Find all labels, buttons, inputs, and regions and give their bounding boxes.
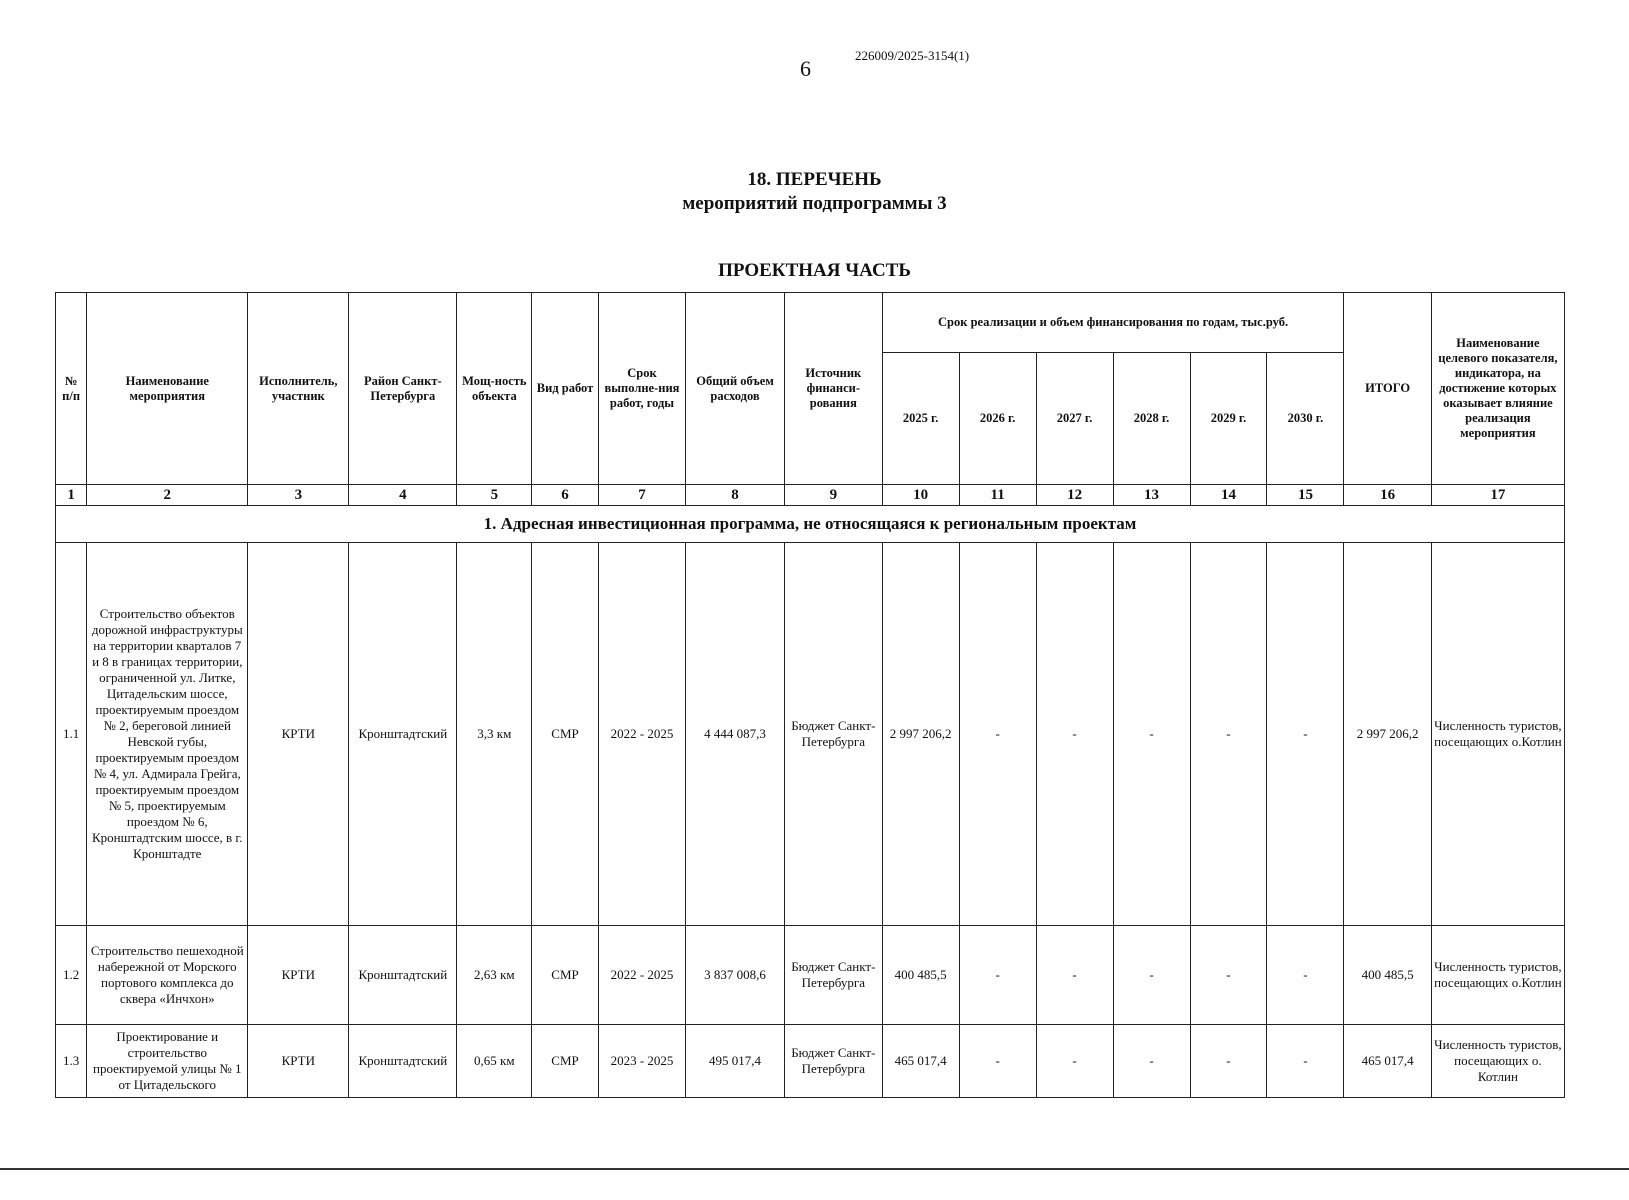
document-subtitle: мероприятий подпрограммы 3: [682, 193, 947, 214]
column-number: 11: [959, 485, 1036, 506]
page-bottom-border: [0, 1168, 1629, 1170]
column-number: 8: [686, 485, 785, 506]
row-num: 1.1: [56, 543, 87, 926]
table-row: [56, 926, 1565, 1025]
header-row-1: [56, 293, 1565, 353]
row-executor: КРТИ: [248, 926, 349, 1025]
row-district: Кронштадтский: [349, 543, 457, 926]
column-number: 16: [1344, 485, 1431, 506]
header-work-type: Вид работ: [532, 293, 599, 485]
title-block: [0, 168, 1629, 216]
column-number: 13: [1113, 485, 1190, 506]
row-total: 465 017,4: [1344, 1025, 1431, 1098]
row-source: Бюджет Санкт-Петербурга: [784, 1025, 882, 1098]
row-capacity: 3,3 км: [457, 543, 532, 926]
column-number: 12: [1036, 485, 1113, 506]
row-num: 1.2: [56, 926, 87, 1025]
header-funding-group: Срок реализации и объем финансирования по годам, тыс.руб.: [882, 293, 1344, 353]
row-name: Строительство пешеходной набережной от Морского портового комплекса до сквера «Инчхон»: [87, 926, 248, 1025]
row-name: Строительство объектов дорожной инфраструктуры на территории кварталов 7 и 8 в границах территории, ограниченной ул. Литке, Цитадельским шоссе, проектируемым проездом № 2, береговой линией Невской губы, проектируемым проездом № 4, ул. Адмирала Грейга, проектируемым проездом № 5, проектируемым проездом № 6, Кронштадтским шоссе, в г. Кронштадте: [87, 543, 248, 926]
row-executor: КРТИ: [248, 543, 349, 926]
page-number: 6: [800, 56, 811, 81]
table-row: [56, 543, 1565, 926]
row-district: Кронштадтский: [349, 926, 457, 1025]
column-number-row: [56, 485, 1565, 506]
row-indicator: Численность туристов, посещающих о. Котлин: [1431, 1025, 1564, 1098]
row-total: 2 997 206,2: [1344, 543, 1431, 926]
measures-table: [55, 292, 1565, 1098]
row-year-2029: -: [1190, 1025, 1267, 1098]
row-year-2027: -: [1036, 1025, 1113, 1098]
row-year-2030: -: [1267, 926, 1344, 1025]
row-year-2030: -: [1267, 543, 1344, 926]
row-work-type: СМР: [532, 1025, 599, 1098]
header-total-cost: Общий объем расходов: [686, 293, 785, 485]
column-number: 4: [349, 485, 457, 506]
header-total: ИТОГО: [1344, 293, 1431, 485]
row-executor: КРТИ: [248, 1025, 349, 1098]
column-number: 15: [1267, 485, 1344, 506]
row-year-2027: -: [1036, 926, 1113, 1025]
row-work-type: СМР: [532, 926, 599, 1025]
header-year-2026: 2026 г.: [959, 353, 1036, 485]
part-title: ПРОЕКТНАЯ ЧАСТЬ: [718, 260, 911, 281]
row-year-2028: -: [1113, 543, 1190, 926]
row-num: 1.3: [56, 1025, 87, 1098]
header-year-2028: 2028 г.: [1113, 353, 1190, 485]
row-year-2030: -: [1267, 1025, 1344, 1098]
row-year-2025: 465 017,4: [882, 1025, 959, 1098]
row-total-cost: 495 017,4: [686, 1025, 785, 1098]
row-year-2029: -: [1190, 543, 1267, 926]
row-indicator: Численность туристов, посещающих о.Котлин: [1431, 543, 1564, 926]
header-num: № п/п: [56, 293, 87, 485]
header-source: Источник финанси-рования: [784, 293, 882, 485]
row-year-2025: 2 997 206,2: [882, 543, 959, 926]
column-number: 17: [1431, 485, 1564, 506]
header-year-2029: 2029 г.: [1190, 353, 1267, 485]
row-term: 2022 - 2025: [598, 926, 685, 1025]
column-number: 5: [457, 485, 532, 506]
row-term: 2023 - 2025: [598, 1025, 685, 1098]
header-indicator: Наименование целевого показателя, индикатора, на достижение которых оказывает влияние реализация мероприятия: [1431, 293, 1564, 485]
header-year-2030: 2030 г.: [1267, 353, 1344, 485]
section-title: 1. Адресная инвестиционная программа, не относящаяся к региональным проектам: [56, 506, 1565, 543]
header-capacity: Мощ-ность объекта: [457, 293, 532, 485]
header-name: Наименование мероприятия: [87, 293, 248, 485]
column-number: 1: [56, 485, 87, 506]
header-district: Район Санкт-Петербурга: [349, 293, 457, 485]
document-id: 226009/2025-3154(1): [855, 48, 970, 63]
row-term: 2022 - 2025: [598, 543, 685, 926]
column-number: 7: [598, 485, 685, 506]
table-row: [56, 1025, 1565, 1098]
row-capacity: 2,63 км: [457, 926, 532, 1025]
row-name: Проектирование и строительство проектируемой улицы № 1 от Цитадельского: [87, 1025, 248, 1098]
header-executor: Исполнитель, участник: [248, 293, 349, 485]
row-district: Кронштадтский: [349, 1025, 457, 1098]
column-number: 3: [248, 485, 349, 506]
column-number: 10: [882, 485, 959, 506]
row-year-2028: -: [1113, 1025, 1190, 1098]
row-source: Бюджет Санкт-Петербурга: [784, 543, 882, 926]
column-number: 6: [532, 485, 599, 506]
header-year-2025: 2025 г.: [882, 353, 959, 485]
row-year-2026: -: [959, 543, 1036, 926]
row-year-2025: 400 485,5: [882, 926, 959, 1025]
row-total-cost: 3 837 008,6: [686, 926, 785, 1025]
row-work-type: СМР: [532, 543, 599, 926]
header-year-2027: 2027 г.: [1036, 353, 1113, 485]
row-total: 400 485,5: [1344, 926, 1431, 1025]
row-year-2027: -: [1036, 543, 1113, 926]
section-row: [56, 506, 1565, 543]
row-year-2026: -: [959, 1025, 1036, 1098]
column-number: 2: [87, 485, 248, 506]
row-year-2029: -: [1190, 926, 1267, 1025]
column-number: 14: [1190, 485, 1267, 506]
column-number: 9: [784, 485, 882, 506]
row-year-2026: -: [959, 926, 1036, 1025]
document-title: 18. ПЕРЕЧЕНЬ: [747, 169, 882, 190]
row-capacity: 0,65 км: [457, 1025, 532, 1098]
row-source: Бюджет Санкт-Петербурга: [784, 926, 882, 1025]
row-year-2028: -: [1113, 926, 1190, 1025]
row-total-cost: 4 444 087,3: [686, 543, 785, 926]
row-indicator: Численность туристов, посещающих о.Котлин: [1431, 926, 1564, 1025]
header-term: Срок выполне-ния работ, годы: [598, 293, 685, 485]
